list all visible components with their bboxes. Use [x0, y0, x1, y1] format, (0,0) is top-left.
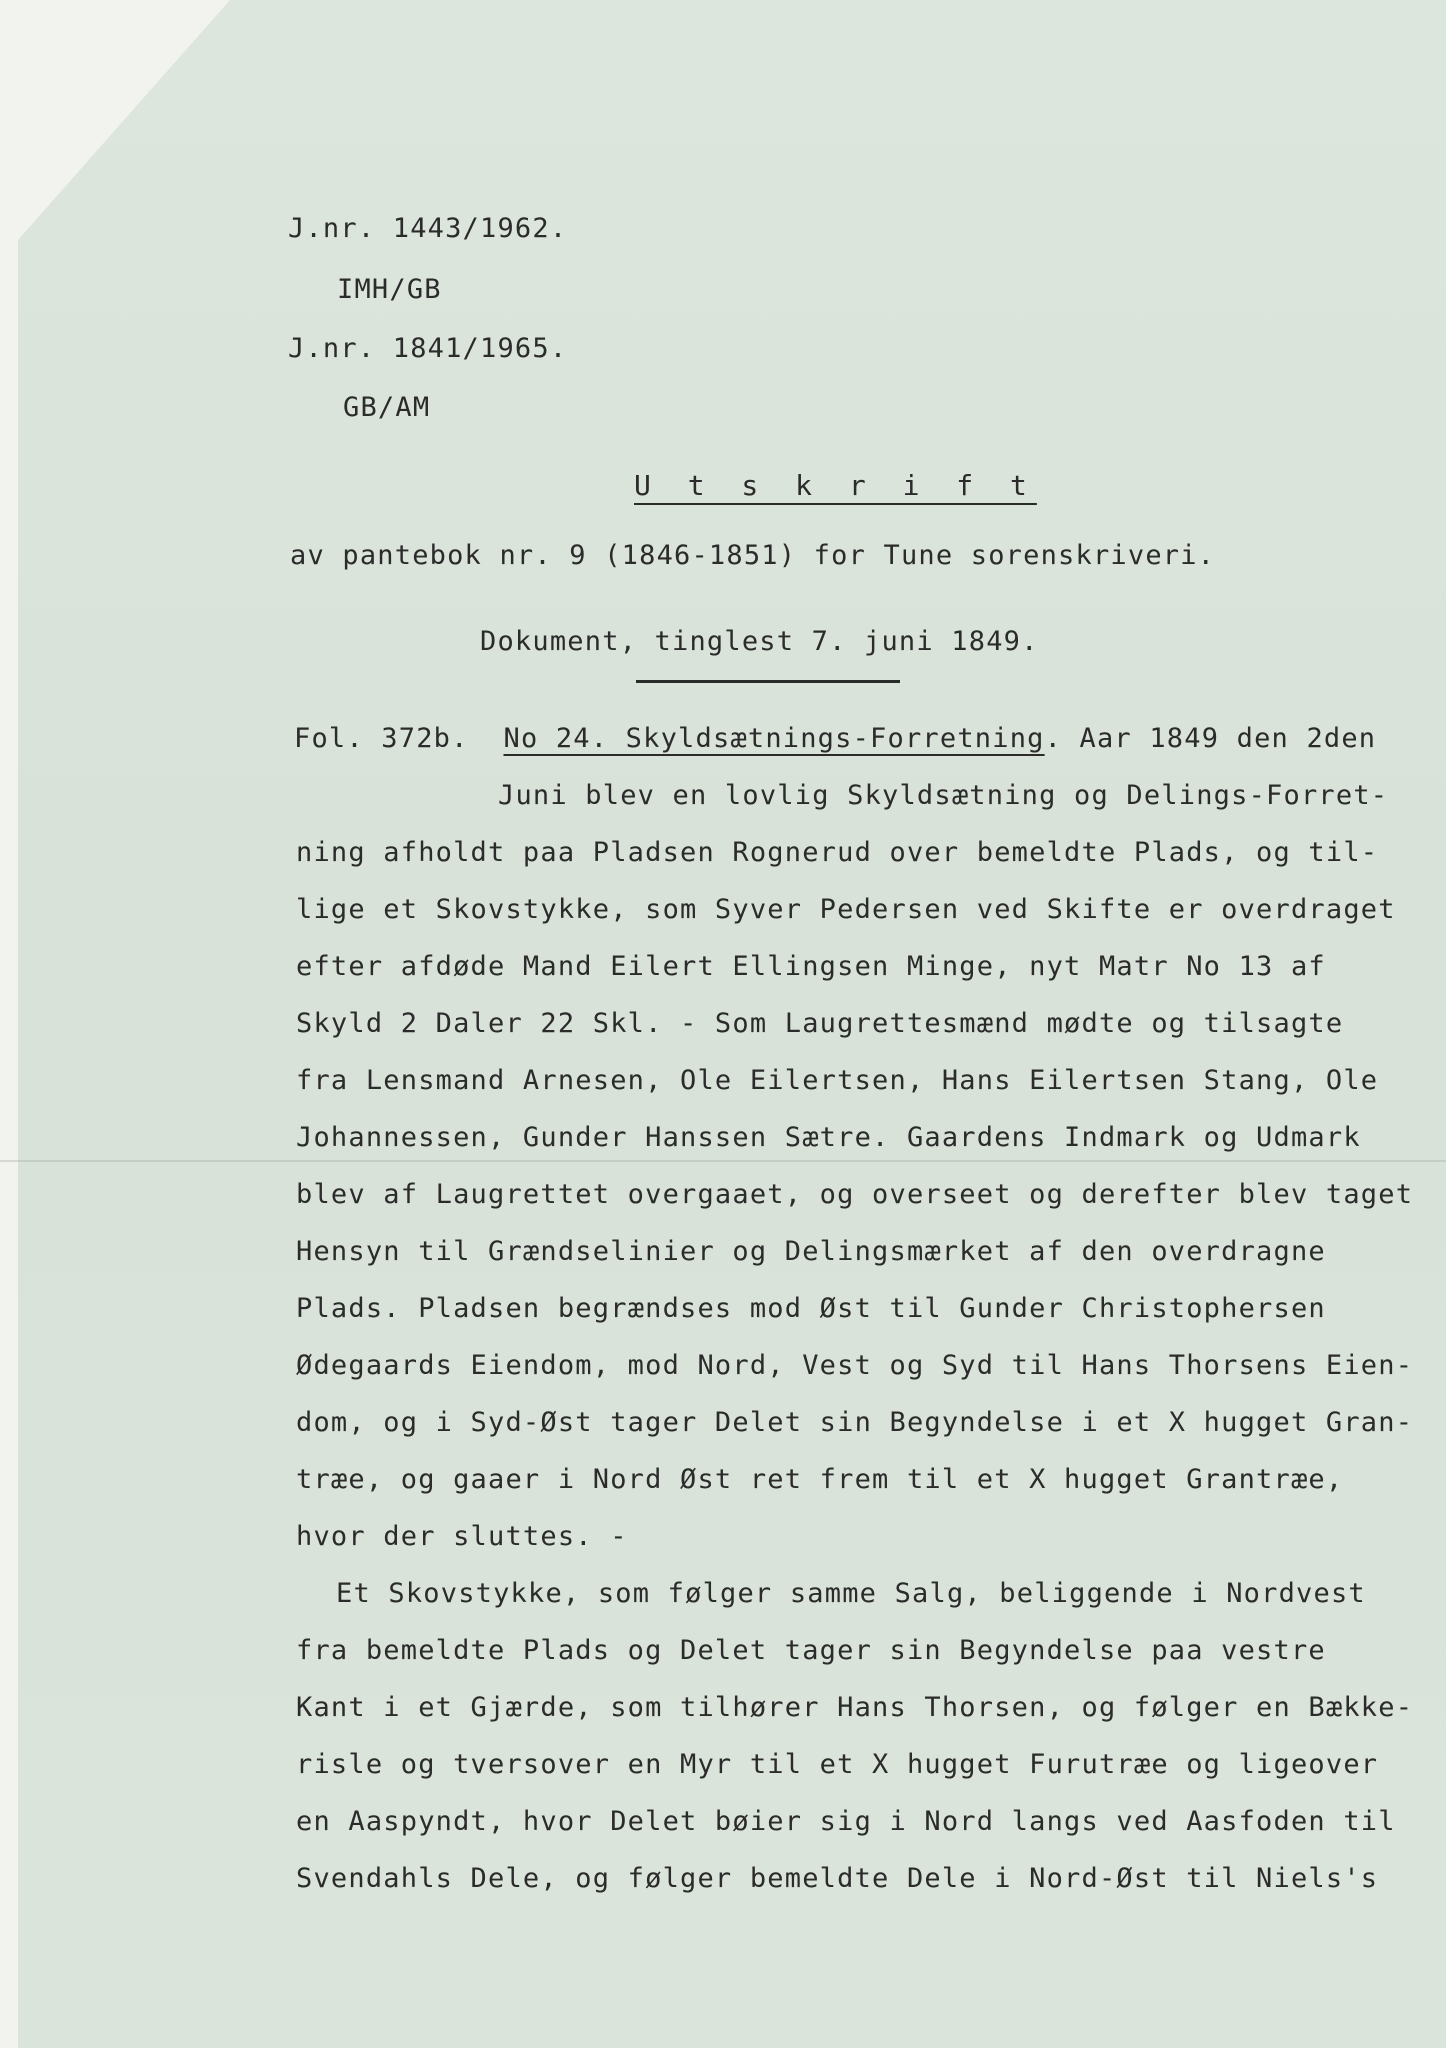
body-line: Et Skovstykke, som følger samme Salg, beliggende i Nordvest — [336, 1578, 1366, 1609]
initials-ref-1: IMH/GB — [337, 274, 442, 305]
body-line: hvor der sluttes. - — [296, 1521, 628, 1552]
initials-ref-2: GB/AM — [343, 392, 431, 423]
document-subtitle: av pantebok nr. 9 (1846-1851) for Tune sorenskriveri. — [290, 540, 1216, 571]
title-divider — [636, 680, 900, 683]
body-line: blev af Laugrettet overgaaet, og overseet og derefter blev taget — [296, 1179, 1414, 1210]
body-line: Kant i et Gjærde, som tilhører Hans Thorsen, og følger en Bække- — [296, 1692, 1414, 1723]
entry-first-line-rest: . Aar 1849 den 2den — [1044, 723, 1377, 754]
body-line: Skyld 2 Daler 22 Skl. - Som Laugrettesmænd mødte og tilsagte — [296, 1008, 1344, 1039]
entry-first-line — [294, 722, 1376, 756]
body-line: lige et Skovstykke, som Syver Pedersen ved Skifte er overdraget — [296, 894, 1396, 925]
body-line: risle og tversover en Myr til et X hugget Furutræe og ligeover — [296, 1749, 1379, 1780]
body-line: Svendahls Dele, og følger bemeldte Dele i Nord-Øst til Niels's — [296, 1863, 1379, 1894]
body-line: Plads. Pladsen begrændses mod Øst til Gunder Christophersen — [296, 1293, 1326, 1324]
body-line: Ødegaards Eiendom, mod Nord, Vest og Syd til Hans Thorsens Eien- — [296, 1350, 1414, 1381]
body-line: fra Lensmand Arnesen, Ole Eilertsen, Hans Eilertsen Stang, Ole — [296, 1065, 1379, 1096]
folio-label: Fol. 372b. — [294, 723, 469, 754]
body-line: fra bemeldte Plads og Delet tager sin Begyndelse paa vestre — [296, 1635, 1326, 1666]
journal-ref-1: J.nr. 1443/1962. — [288, 213, 568, 244]
body-line: efter afdøde Mand Eilert Ellingsen Minge, nyt Matr No 13 af — [296, 951, 1326, 982]
document-date-line: Dokument, tinglest 7. juni 1849. — [480, 626, 1039, 657]
entry-heading: No 24. Skyldsætnings-Forretning — [503, 723, 1045, 754]
document-title: U t s k r i f t — [634, 469, 1037, 502]
paper-fold — [0, 1160, 1446, 1162]
body-line: Juni blev en lovlig Skyldsætning og Delings-Forret- — [498, 780, 1389, 811]
journal-ref-2: J.nr. 1841/1965. — [288, 333, 568, 364]
body-line: ning afholdt paa Pladsen Rognerud over bemeldte Plads, og til- — [296, 837, 1379, 868]
body-line: træe, og gaaer i Nord Øst ret frem til et X hugget Grantræe, — [296, 1464, 1344, 1495]
body-line: dom, og i Syd-Øst tager Delet sin Begyndelse i et X hugget Gran- — [296, 1407, 1414, 1438]
body-line: en Aaspyndt, hvor Delet bøier sig i Nord langs ved Aasfoden til — [296, 1806, 1396, 1837]
body-line: Johannessen, Gunder Hanssen Sætre. Gaardens Indmark og Udmark — [296, 1122, 1361, 1153]
body-line: Hensyn til Grændselinier og Delingsmærket af den overdragne — [296, 1236, 1326, 1267]
